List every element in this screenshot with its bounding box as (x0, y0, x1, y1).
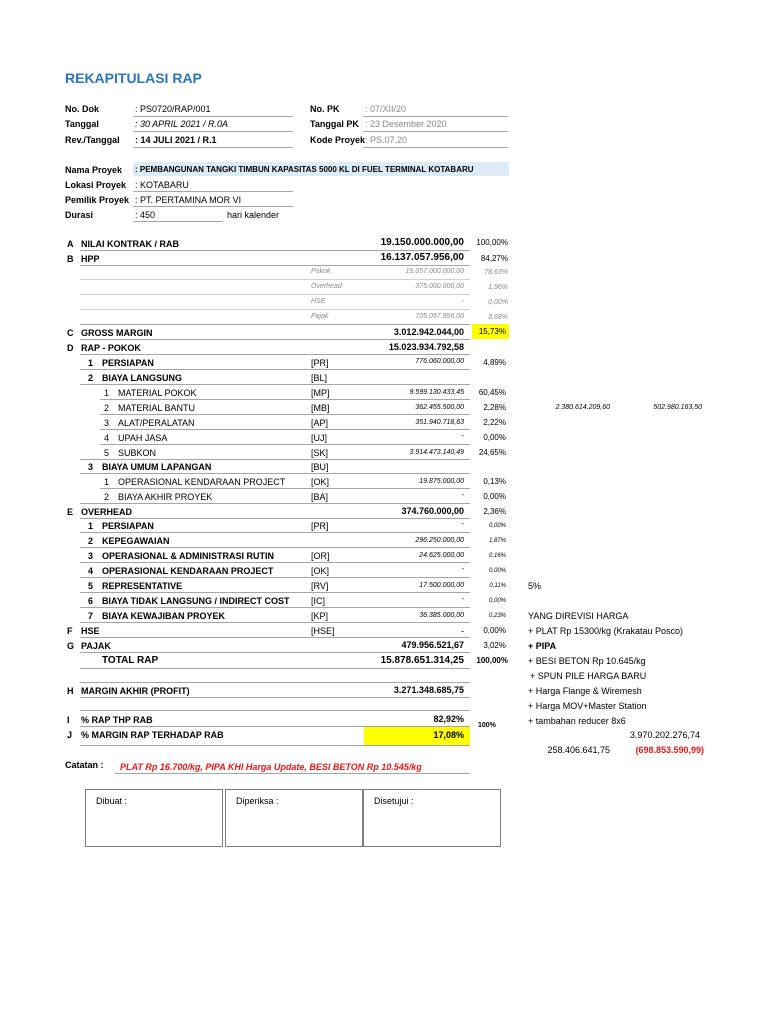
row-b-pct: 84,27% (480, 254, 508, 263)
row-f-label: HSE (81, 626, 100, 636)
owner-label: Pemilik Proyek (65, 195, 130, 205)
row-b-label: HPP (81, 254, 100, 264)
doc-no-label: No. Dok (65, 104, 100, 114)
hpp-pajak-pct: 3,68% (488, 314, 508, 321)
note-line-0: YANG DIREVISI HARGA (528, 611, 629, 621)
row-f-pct: 0,00% (483, 626, 506, 635)
total-rap-amount: 15.878.651.314,25 (380, 655, 464, 666)
hpp-pokok-pct: 78,63% (484, 269, 508, 276)
pk-no-label: No. PK (310, 104, 340, 114)
five-percent-note: 5% (528, 581, 542, 591)
row-c-label: GROSS MARGIN (81, 328, 153, 338)
row-e7-label: BIAYA KEWAJIBAN PROYEK (102, 611, 226, 621)
note-line-1: + PLAT Rp 15300/kg (Krakatau Posco) (528, 626, 684, 636)
row-d3-1-label: OPERASIONAL KENDARAAN PROJECT (118, 477, 286, 487)
signature-label-diperiksa: Diperiksa : (236, 796, 279, 806)
row-a-label: NILAI KONTRAK / RAB (81, 239, 179, 249)
row-e3-pct: 0,16% (488, 553, 506, 559)
rev-label: Rev./Tanggal (65, 135, 120, 145)
location-label: Lokasi Proyek (65, 180, 127, 190)
hpp-pajak-label: Pajak (311, 313, 329, 320)
row-d3-code: [BU] (311, 462, 329, 472)
row-e2-amount: 296.250.000,00 (415, 537, 464, 544)
row-d3-1-code: [OK] (311, 477, 330, 487)
row-d2-3-num: 3 (104, 418, 110, 428)
row-d3-2-code: [BA] (311, 492, 329, 502)
note-line-2: + PIPA (528, 641, 557, 651)
note-line-6: + Harga MOV+Master Station (528, 701, 647, 711)
row-h-label: MARGIN AKHIR (PROFIT) (81, 686, 190, 696)
row-d2-2-code: [MB] (311, 403, 330, 413)
row-f-letter: F (67, 626, 73, 636)
project-name-label: Nama Proyek (65, 165, 123, 175)
row-e5-code: [RV] (311, 581, 329, 591)
pk-no-value: : 07/XII/20 (365, 104, 407, 114)
row-h-letter: H (67, 686, 74, 696)
row-d2-5-label: SUBKON (118, 448, 157, 458)
signature-label-disetujui: Disetujui : (374, 796, 414, 806)
row-a-letter: A (67, 239, 74, 249)
row-a-pct: 100,00% (476, 238, 508, 247)
mb-side-value-2: 502.980.163,50 (653, 404, 702, 411)
row-d3-2-label: BIAYA AKHIR PROYEK (118, 492, 213, 502)
row-c-letter: C (67, 328, 74, 338)
row-i-letter: I (67, 715, 70, 725)
row-e1-amount: - (461, 521, 464, 528)
row-e7-code: [KP] (311, 611, 329, 621)
row-d2-1-label: MATERIAL POKOK (118, 388, 197, 398)
hpp-pokok-amount: 15.057.000.000,00 (405, 268, 464, 275)
row-d2-4-amount: - (461, 433, 464, 440)
row-e7-amount: 36.385.000,00 (419, 612, 464, 619)
row-e6-label: BIAYA TIDAK LANGSUNG / INDIRECT COST (102, 596, 290, 606)
row-g-pct: 3,02% (483, 641, 506, 650)
row-j-label: % MARGIN RAP TERHADAP RAB (81, 730, 224, 740)
row-e5-label: REPRESENTATIVE (102, 581, 183, 591)
mb-side-value-1: 2.380.614.209,60 (555, 404, 610, 411)
row-e6-num: 6 (88, 596, 94, 606)
row-d-amount: 15.023.934.792,58 (388, 342, 464, 352)
row-d2-num: 2 (88, 373, 94, 383)
hpp-pokok-label: Pokok (311, 268, 331, 275)
row-d3-num: 3 (88, 462, 94, 472)
row-e1-num: 1 (88, 521, 94, 531)
note-line-3: + BESI BETON Rp 10.645/kg (528, 656, 646, 666)
row-e1-code: [PR] (311, 521, 329, 531)
row-g-amount: 479.956.521,67 (401, 640, 464, 650)
row-d3-2-amount: - (461, 492, 464, 499)
side-total-red: (698.853.590,99) (635, 745, 704, 755)
signature-box-disetujui (363, 789, 501, 847)
row-f-code: [HSE] (311, 626, 335, 636)
row-j-amount: 17,08% (433, 730, 464, 740)
hpp-overhead-label: Overhead (311, 283, 342, 290)
row-g-label: PAJAK (81, 641, 111, 651)
row-d2-code: [BL] (311, 373, 328, 383)
hpp-hse-label: HSE (311, 298, 326, 305)
project-code-label: Kode Proyek (310, 135, 366, 145)
row-d3-2-pct: 0,00% (483, 492, 506, 501)
row-d2-3-pct: 2,22% (483, 418, 506, 427)
row-e3-amount: 24.625.000,00 (419, 552, 464, 559)
hpp-overhead-pct: 1,96% (488, 284, 508, 291)
row-i-label: % RAP THP RAB (81, 715, 153, 725)
row-g-letter: G (67, 641, 75, 651)
row-f-amount: - (461, 626, 464, 636)
row-e3-code: [OR] (311, 551, 330, 561)
row-d2-1-num: 1 (104, 388, 110, 398)
date-label: Tanggal (65, 119, 99, 129)
row-b-amount: 16.137.057.956,00 (380, 252, 464, 263)
row-d1-num: 1 (88, 358, 94, 368)
row-d2-2-pct: 2,28% (483, 403, 506, 412)
row-e6-amount: - (461, 596, 464, 603)
side-total-1: 3.970.202.276,74 (629, 730, 700, 740)
row-e4-label: OPERASIONAL KENDARAAN PROJECT (102, 566, 274, 576)
row-e6-code: [IC] (311, 596, 326, 606)
catatan-text: PLAT Rp 16.700/kg, PIPA KHI Harga Update, BESI BETON Rp 10.545/kg (120, 762, 422, 772)
note-line-4: + SPUN PILE HARGA BARU (530, 671, 647, 681)
hpp-pajak-amount: 705.057.956,00 (415, 313, 464, 320)
hpp-hse-pct: 0,00% (488, 299, 508, 306)
row-d2-2-amount: 362.455.500,00 (415, 404, 464, 411)
row-e3-num: 3 (88, 551, 94, 561)
total-rap-label: TOTAL RAP (102, 655, 159, 666)
row-b-letter: B (67, 254, 74, 264)
row-d-label: RAP - POKOK (81, 343, 141, 353)
row-d2-4-pct: 0,00% (483, 433, 506, 442)
pk-date-label: Tanggal PK (310, 119, 359, 129)
row-d2-5-pct: 24,65% (478, 448, 506, 457)
row-e-label: OVERHEAD (81, 507, 133, 517)
project-name-value: : PEMBANGUNAN TANGKI TIMBUN KAPASITAS 5000 KL DI FUEL TERMINAL KOTABARU (135, 165, 474, 174)
row-d2-5-code: [SK] (311, 448, 329, 458)
row-c-pct: 15,73% (478, 327, 506, 336)
row-d2-2-num: 2 (104, 403, 110, 413)
row-d2-1-pct: 60,45% (478, 388, 506, 397)
side-total-2: 258.406.641,75 (547, 745, 610, 755)
row-e7-pct: 0,23% (488, 613, 506, 619)
row-d3-1-pct: 0,13% (483, 477, 506, 486)
row-d2-3-code: [AP] (311, 418, 329, 428)
row-e4-num: 4 (88, 566, 94, 576)
row-e-amount: 374.760.000,00 (401, 506, 464, 516)
row-e2-pct: 1,87% (488, 538, 506, 544)
row-e4-amount: - (461, 566, 464, 573)
row-e4-code: [OK] (311, 566, 330, 576)
date-value: : 30 APRIL 2021 / R.0A (135, 119, 229, 129)
row-i-amount: 82,92% (433, 714, 464, 724)
row-e-letter: E (67, 507, 74, 517)
row-d2-1-code: [MP] (311, 388, 330, 398)
ij-total-pct: 100% (478, 722, 496, 729)
hpp-overhead-amount: 375.000.000,00 (415, 283, 464, 290)
hpp-hse-amount: - (461, 298, 464, 305)
row-d2-4-code: [UJ] (311, 433, 328, 443)
row-c-amount: 3.012.942.044,00 (393, 327, 464, 337)
row-d2-3-amount: 351.940.718,63 (415, 419, 464, 426)
project-code-value: : PS.07.20 (365, 135, 408, 145)
row-d2-2-label: MATERIAL BANTU (118, 403, 196, 413)
duration-value: : 450 (135, 210, 156, 220)
note-line-5: + Harga Flange & Wiremesh (528, 686, 642, 696)
row-d1-code: [PR] (311, 358, 329, 368)
location-value: : KOTABARU (135, 180, 189, 190)
total-rap-pct: 100,00% (476, 656, 508, 665)
row-d2-label: BIAYA LANGSUNG (102, 373, 183, 383)
row-h-amount: 3.271.348.685,75 (393, 685, 464, 695)
owner-value: : PT. PERTAMINA MOR VI (135, 195, 242, 205)
row-d1-amount: 776.060.000,00 (415, 358, 464, 365)
row-d-letter: D (67, 343, 74, 353)
page-title: REKAPITULASI RAP (65, 70, 202, 86)
row-e5-amount: 17.500.000,00 (419, 582, 464, 589)
row-j-letter: J (67, 730, 73, 740)
pk-date-value: : 23 Desember 2020 (365, 119, 447, 129)
row-d2-5-num: 5 (104, 448, 110, 458)
row-d3-1-amount: 19.875.000,00 (419, 478, 464, 485)
signature-box-diperiksa (225, 789, 363, 847)
row-e1-label: PERSIAPAN (102, 521, 154, 531)
row-d2-4-label: UPAH JASA (118, 433, 168, 443)
row-e5-pct: 0,11% (489, 583, 506, 589)
row-d3-1-num: 1 (104, 477, 110, 487)
duration-unit: hari kalender (227, 210, 280, 220)
row-d1-pct: 4,89% (483, 358, 506, 367)
duration-label: Durasi (65, 210, 94, 220)
row-d3-2-num: 2 (104, 492, 110, 502)
row-d2-5-amount: 3.914.473.140,49 (409, 449, 464, 456)
row-d2-3-label: ALAT/PERALATAN (118, 418, 195, 428)
row-e6-pct: 0,00% (488, 598, 506, 604)
row-e1-pct: 0,00% (488, 523, 506, 529)
row-d2-4-num: 4 (104, 433, 110, 443)
row-e2-label: KEPEGAWAIAN (102, 536, 170, 546)
row-e-pct: 2,36% (483, 507, 506, 516)
row-d1-label: PERSIAPAN (102, 358, 154, 368)
row-e4-pct: 0,00% (488, 568, 506, 574)
catatan-label: Catatan : (65, 760, 104, 770)
doc-no-value: : PS0720/RAP/001 (135, 104, 211, 114)
row-e2-num: 2 (88, 536, 94, 546)
signature-label-dibuat: Dibuat : (96, 796, 128, 806)
row-d3-label: BIAYA UMUM LAPANGAN (102, 462, 212, 472)
note-line-7: + tambahan reducer 8x6 (528, 716, 626, 726)
row-a-amount: 19.150.000.000,00 (380, 237, 464, 248)
row-d2-1-amount: 9.599.130.433,45 (409, 389, 464, 396)
signature-box-dibuat (85, 789, 223, 847)
row-e3-label: OPERASIONAL & ADMINISTRASI RUTIN (102, 551, 275, 561)
rev-value: : 14 JULI 2021 / R.1 (135, 135, 217, 145)
row-e5-num: 5 (88, 581, 94, 591)
row-e7-num: 7 (88, 611, 94, 621)
